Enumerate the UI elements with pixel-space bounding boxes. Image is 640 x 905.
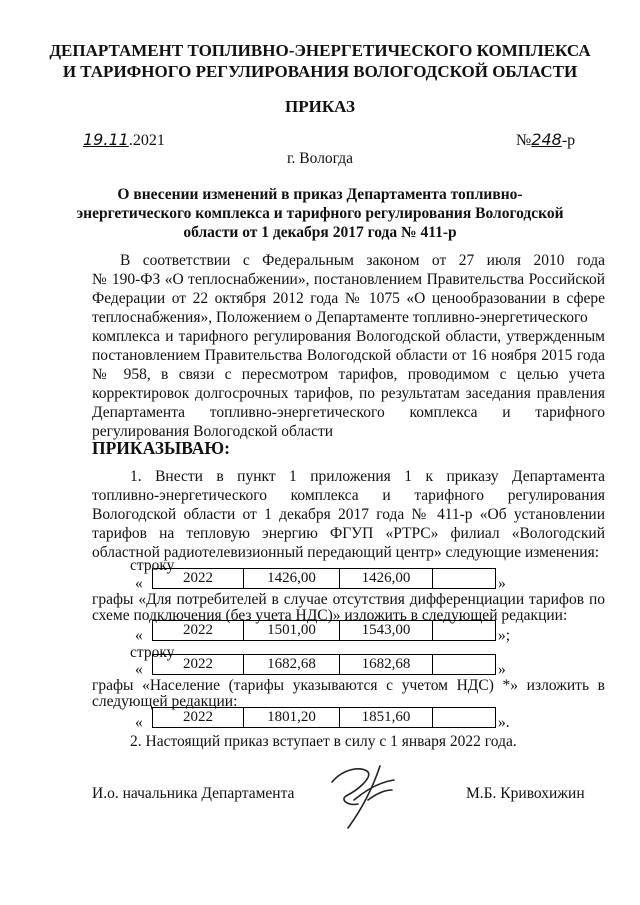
city: г. Вологда xyxy=(286,150,354,167)
document-number xyxy=(516,130,575,150)
title-line2: энергетического комплекса и тарифного регулирования Вологодской xyxy=(76,205,564,222)
value-cell: 1801,20 xyxy=(244,708,340,727)
row-word: строку xyxy=(130,644,175,661)
date-year: .2021 xyxy=(128,132,165,149)
signatory-position: И.о. начальника Департамента xyxy=(92,785,295,802)
open-quote: « xyxy=(135,575,143,592)
close-quote: » xyxy=(498,575,506,592)
tariff-row-1 xyxy=(152,568,496,589)
title-line3: области от 1 декабря 2017 года № 411-р xyxy=(183,224,457,241)
empty-cell xyxy=(433,655,495,674)
preamble-line: комплекса и тарифного регулирования Вологодской области, утвержденным xyxy=(92,328,605,345)
handwritten-number: 248 xyxy=(531,130,562,149)
value-cell: 1682,68 xyxy=(340,655,433,674)
preamble-line: корректировок долгосрочных тарифов, по результатам заседания правления xyxy=(92,385,605,402)
preamble-line: постановлением Правительства Вологодской области от 16 ноября 2015 года xyxy=(92,347,605,364)
value-cell: 1426,00 xyxy=(244,569,340,588)
item1-line: областной радиотелевизионный передающий центр» следующие изменения: xyxy=(92,544,600,561)
year-cell: 2022 xyxy=(153,708,244,727)
tariff-row-3 xyxy=(152,654,496,675)
item2: 2. Настоящий приказ вступает в силу с 1 января 2022 года. xyxy=(130,733,517,750)
number-prefix: № xyxy=(516,132,532,149)
empty-cell xyxy=(433,569,495,588)
close-quote: » xyxy=(498,661,506,678)
handwritten-date: 19.11 xyxy=(83,130,129,149)
open-quote: « xyxy=(135,714,143,731)
title-line1: О внесении изменений в приказ Департамента топливно- xyxy=(117,186,523,203)
signature-mark xyxy=(318,760,408,835)
value-cell: 1682,68 xyxy=(244,655,340,674)
value-cell: 1543,00 xyxy=(340,621,433,640)
document-date xyxy=(83,130,165,150)
signatory-name: М.Б. Кривохижин xyxy=(466,785,585,802)
value-cell: 1501,00 xyxy=(244,621,340,640)
item1-line: топливно-энергетического комплекса и тарифного регулирования xyxy=(92,487,605,504)
item1-line: 1. Внести в пункт 1 приложения 1 к приказу Департамента xyxy=(130,468,605,485)
tariff-row-2 xyxy=(152,620,496,641)
document-type: ПРИКАЗ xyxy=(285,97,355,116)
close-quote: »; xyxy=(498,627,511,644)
department-name-line2: И ТАРИФНОГО РЕГУЛИРОВАНИЯ ВОЛОГОДСКОЙ ОБЛАСТИ xyxy=(62,62,578,81)
item1-text: графы «Для потребителей в случае отсутствия дифференциации тарифов по xyxy=(92,591,605,608)
close-quote: ». xyxy=(498,714,510,731)
order-word: ПРИКАЗЫВАЮ: xyxy=(92,438,230,458)
item1-text: схеме подключения (без учета НДС)» изложить в следующей редакции: xyxy=(92,607,568,624)
open-quote: « xyxy=(135,661,143,678)
empty-cell xyxy=(433,708,495,727)
year-cell: 2022 xyxy=(153,569,244,588)
preamble-line: регулирования Вологодской области xyxy=(92,423,334,440)
item1-line: тарифов на тепловую энергию ФГУП «РТРС» филиал «Вологодский xyxy=(92,525,605,542)
preamble-line: Федерации от 22 октября 2012 года № 1075 «О ценообразовании в сфере xyxy=(92,290,605,307)
preamble-line: теплоснабжения», Положением о Департаменте топливно-энергетического xyxy=(92,309,588,326)
value-cell: 1851,60 xyxy=(340,708,433,727)
year-cell: 2022 xyxy=(153,621,244,640)
item1-text: графы «Население (тарифы указываются с учетом НДС) *» изложить в xyxy=(92,677,605,694)
department-name-line1: ДЕПАРТАМЕНТ ТОПЛИВНО-ЭНЕРГЕТИЧЕСКОГО КОМПЛЕКСА xyxy=(49,41,591,60)
item1-line: Вологодской области от 1 декабря 2017 года № 411-р «Об установлении xyxy=(92,506,605,523)
number-suffix: -р xyxy=(561,132,576,149)
value-cell: 1426,00 xyxy=(340,569,433,588)
preamble-line: Департамента топливно-энергетического комплекса и тарифного xyxy=(92,404,605,421)
preamble-line: В соответствии с Федеральным законом от 27 июля 2010 года xyxy=(120,252,605,269)
open-quote: « xyxy=(135,627,143,644)
preamble-line: № 190-ФЗ «О теплоснабжении», постановлением Правительства Российской xyxy=(92,271,605,288)
tariff-row-4 xyxy=(152,707,496,728)
year-cell: 2022 xyxy=(153,655,244,674)
empty-cell xyxy=(433,621,495,640)
preamble-line: № 958, в связи с пересмотром тарифов, проводимом с целью учета xyxy=(92,366,605,383)
row-word: строку xyxy=(130,557,175,574)
item1-text: следующей редакции: xyxy=(92,693,238,710)
